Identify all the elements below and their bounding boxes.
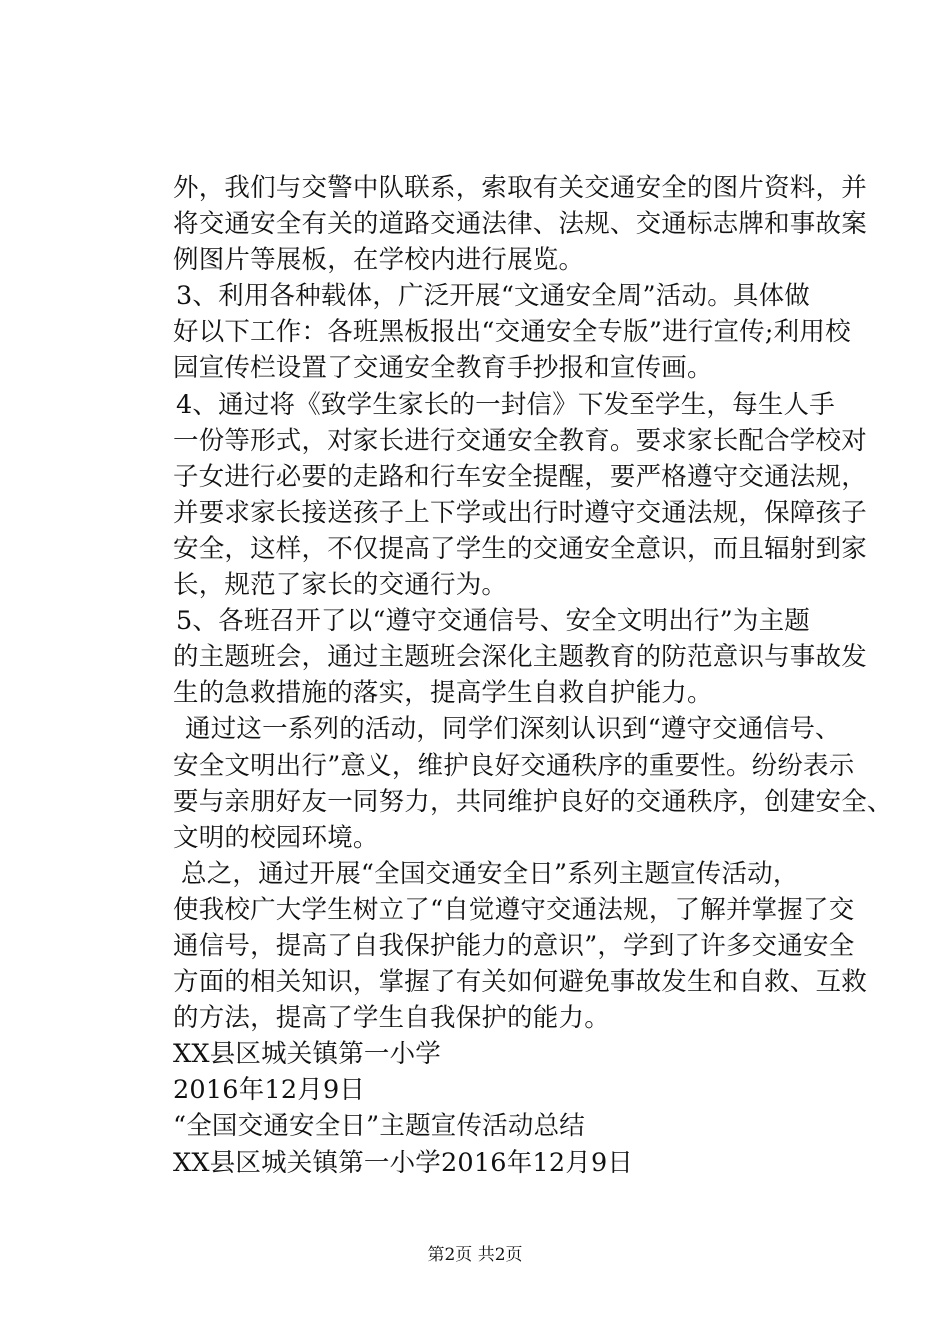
text-line: 文明的校园环境。 — [173, 822, 379, 853]
text-line: 方面的相关知识，掌握了有关如何避免事故发生和自救、互救 — [173, 967, 867, 998]
document-title: “全国交通安全日”主题宣传活动总结 — [173, 1111, 585, 1142]
signature-school: XX县区城关镇第一小学 — [173, 1039, 442, 1070]
text-line: 并要求家长接送孩子上下学或出行时遵守交通法规，保障孩子 — [173, 497, 867, 528]
text-line: 要与亲朋好友一同努力，共同维护良好的交通秩序，创建安全、 — [173, 786, 893, 817]
signature-date: 2016年12月9日 — [173, 1075, 366, 1106]
signature-school-date: XX县区城关镇第一小学2016年12月9日 — [173, 1147, 634, 1178]
paragraph-4-start: 4、通过将《致学生家长的一封信》下发至学生，每生人手 — [176, 389, 835, 420]
text-line: 通信号，提高了自我保护能力的意识”，学到了许多交通安全 — [173, 930, 855, 961]
page-number-footer: 第2页 共2页 — [427, 1245, 523, 1265]
paragraph-5-start: 5、各班召开了以“遵守交通信号、安全文明出行”为主题 — [176, 606, 810, 637]
text-line: 例图片等展板，在学校内进行展览。 — [173, 245, 585, 276]
text-line: 的主题班会，通过主题班会深化主题教育的防范意识与事故发 — [173, 642, 867, 673]
text-line: 使我校广大学生树立了“自觉遵守交通法规，了解并掌握了交 — [173, 894, 855, 925]
paragraph-summary-start: 通过这一系列的活动，同学们深刻认识到“遵守交通信号、 — [185, 714, 841, 745]
text-line: 长，规范了家长的交通行为。 — [173, 570, 508, 601]
text-line: 子女进行必要的走路和行车安全提醒，要严格遵守交通法规， — [173, 461, 867, 492]
text-line: 一份等形式，对家长进行交通安全教育。要求家长配合学校对 — [173, 425, 867, 456]
paragraph-conclusion-start: 总之，通过开展“全国交通安全日”系列主题宣传活动， — [181, 858, 799, 889]
text-line: 好以下工作：各班黑板报出“交通安全专版”进行宣传;利用校 — [173, 317, 851, 348]
text-line: 的方法，提高了学生自我保护的能力。 — [173, 1003, 610, 1034]
text-line: 安全文明出行”意义，维护良好交通秩序的重要性。纷纷表示 — [173, 750, 855, 781]
text-line: 将交通安全有关的道路交通法律、法规、交通标志牌和事故案 — [173, 209, 867, 240]
paragraph-3-start: 3、利用各种载体，广泛开展“文通安全周”活动。具体做 — [176, 281, 810, 312]
text-line: 生的急救措施的落实，提高学生自救自护能力。 — [173, 678, 713, 709]
text-line: 外，我们与交警中队联系，索取有关交通安全的图片资料，并 — [173, 173, 867, 203]
text-line: 安全，这样，不仅提高了学生的交通安全意识，而且辐射到家 — [173, 533, 867, 564]
text-line: 园宣传栏设置了交通安全教育手抄报和宣传画。 — [173, 353, 713, 384]
document-body — [173, 170, 893, 1181]
